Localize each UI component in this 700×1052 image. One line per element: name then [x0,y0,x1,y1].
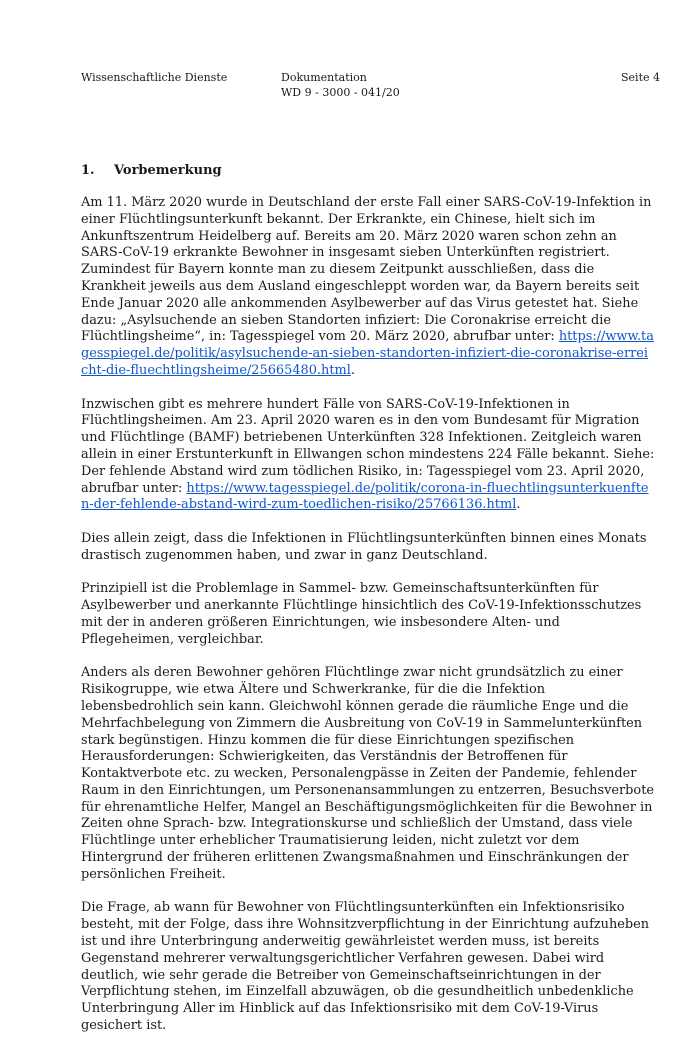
paragraph-text: Am 11. März 2020 wurde in Deutschland der erste Fall einer SARS-CoV-19-Infektion in einer Flüchtlingsunterkunft bekannt. Der Erkrankte, ein Chinese, hielt sich im Ankunftszentrum Heidelberg auf. Bereits am 20. März 2020 waren schon zehn an SARS-CoV-19 erkrankte Bewohner in insgesamt sieben Unterkünften registriert. Zumindest für Bayern konnte man zu diesem Zeitpunkt ausschließen, dass die Krankheit jeweils aus dem Ausland eingeschleppt worden war, da Bayern bereits seit Ende Januar 2020 alle ankommenden Asylbewerber auf das Virus getestet hat. Siehe dazu: „Asylsuchende an sieben Standorten infiziert: Die Coronakrise erreicht die Flüchtlingsheime“, in: Tagesspiegel vom 20. März 2020, abrufbar unter: [81,195,652,345]
paragraph: Anders als deren Bewohner gehören Flüchtlinge zwar nicht grundsätzlich zu einer Risikogruppe, wie etwa Ältere und Schwerkranke, für die die Infektion lebensbedrohlich sein kann. Gleichwohl können gerade die räumliche Enge und die Mehrfachbelegung von Zimmern die Ausbreitung von CoV-19 in Sammelunterkünften stark begünstigen. Hinzu kommen die für diese Einrichtungen spezifischen Herausforderungen: Schwierigkeiten, das Verständnis der Betroffenen für Kontaktverbote etc. zu wecken, Personalengpässe in Zeiten der Pandemie, fehlender Raum in den Einrichtungen, um Personenansammlungen zu entzerren, Besuchsverbote für ehrenamtliche Helfer, Mangel an Beschäftigungsmöglichkeiten für die Bewohner in Zeiten ohne Sprach- bzw. Integrationskurse und schließlich der Umstand, dass viele Flüchtlinge unter erheblicher Traumatisierung leiden, nicht zuletzt vor dem Hintergrund der früheren erlittenen Zwangsmaßnahmen und Einschränkungen der persönlichen Freiheit. [81,665,654,882]
paragraph [81,195,655,380]
paragraph: Die Frage, ab wann für Bewohner von Flüchtlingsunterkünften ein Infektionsrisiko besteht, mit der Folge, dass ihre Wohnsitzverpflichtung in der Einrichtung aufzuheben ist und ihre Unterbringung anderweitig gewährleistet werden muss, ist bereits Gegenstand mehrerer verwaltungsgerichtlicher Verfahren gewesen. Dabei wird deutlich, wie sehr gerade die Betreiber von Gemeinschaftseinrichtungen in der Verpflichtung stehen, im Einzelfall abzuwägen, ob die gesundheitlich unbedenkliche Unterbringung Aller im Hinblick auf das Infektionsrisiko mit dem CoV-19-Virus gesichert ist. [81,900,650,1034]
header-doc-type: Dokumentation [281,71,367,84]
section-heading [81,163,222,178]
header-left-text: Wissenschaftliche Dienste [81,71,228,84]
source-link[interactable]: https://www.tagesspiegel.de/politik/corona-in-fluechtlingsunterkuenften-der-fehlende-abstand-wird-zum-toedlichen-risiko/25766136.html [81,480,649,513]
paragraph [81,397,655,515]
paragraph-end: . [350,362,355,378]
section-title: Vorbemerkung [114,163,222,178]
paragraph-end: . [516,497,521,513]
paragraph: Prinzipiell ist die Problemlage in Sammel- bzw. Gemeinschaftsunterkünften für Asylbewerber und anerkannte Flüchtlinge hinsichtlich des CoV-19-Infektionsschutzes mit der in anderen größeren Einrichtungen, wie insbesondere Alten- und Pflegeheimen, vergleichbar. [81,581,642,647]
page-number: Seite 4 [621,71,660,84]
section-number: 1. [81,163,95,178]
header-document-info [281,70,400,100]
source-link[interactable]: https://www.tagesspiegel.de/politik/asylsuchende-an-sieben-standorten-infiziert-die-coronakrise-erreicht-die-fluechtlingsheime/25665480.html [81,329,654,378]
paragraph-text: Inzwischen gibt es mehrere hundert Fälle von SARS-CoV-19-Infektionen in Flüchtlingsheimen. Am 23. April 2020 waren es in den vom Bundesamt für Migration und Flüchtlinge (BAMF) betriebenen Unterkünften 328 Infektionen. Zeitgleich waren allein in einer Erstunterkunft in Ellwangen schon mindestens 224 Fälle bekannt. Siehe: Der fehlende Abstand wird zum tödlichen Risiko, in: Tagesspiegel vom 23. April 2020, abrufbar unter: [81,396,655,496]
paragraph: Dies allein zeigt, dass die Infektionen in Flüchtlingsunterkünften binnen eines Monats drastisch zugenommen haben, und zwar in ganz Deutschland. [81,530,647,563]
document-body [81,195,655,1052]
header-doc-number: WD 9 - 3000 - 041/20 [281,86,400,99]
